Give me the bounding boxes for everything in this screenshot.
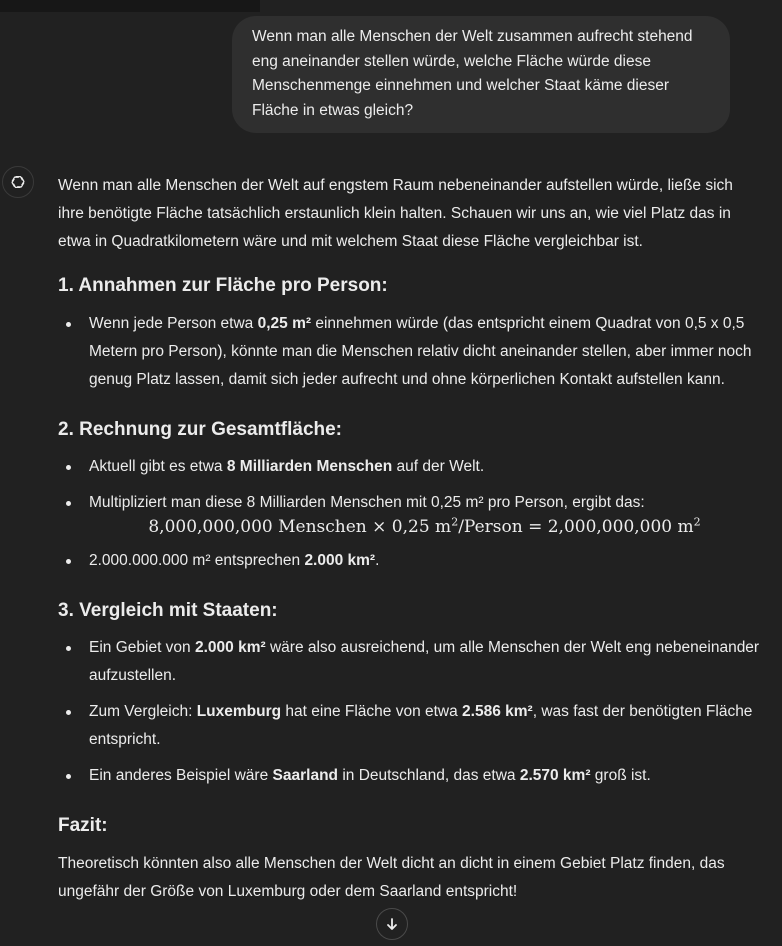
- math-formula: 8,000,000,000 Menschen × 0,25 $m^2$/Person = 2,000,000,000 $m^2$: [148, 515, 701, 537]
- top-bar: [0, 0, 260, 12]
- list-item: Zum Vergleich: Luxemburg hat eine Fläche von etwa 2.586 km², was fast der benötigten Fläche entspricht.: [58, 698, 760, 754]
- assistant-message: [58, 172, 760, 906]
- openai-logo-icon: [8, 172, 28, 192]
- section-1-list: [58, 310, 760, 394]
- section-3-list: [58, 634, 760, 790]
- user-message-bubble: [232, 16, 730, 133]
- list-item: Wenn jede Person etwa 0,25 m² einnehmen würde (das entspricht einem Quadrat von 0,5 x 0,5 Metern pro Person), könnte man die Menschen relativ dicht aneinander stellen, aber immer noch genug Platz lassen, damit sich jeder aufrecht und ohne körperlichen Kontakt aufstellen kann.: [58, 310, 760, 394]
- section-2-list: [58, 453, 760, 575]
- section-heading-1: 1. Annahmen zur Fläche pro Person:: [58, 275, 388, 296]
- section-heading-2: 2. Rechnung zur Gesamtfläche:: [58, 419, 343, 440]
- user-message-text: Wenn man alle Menschen der Welt zusammen aufrecht stehend eng aneinander stellen würde, welche Fläche würde diese Menschenmenge einnehmen und welcher Staat käme dieser Fläche in etwas gleich?: [252, 28, 693, 119]
- section-heading-3: 3. Vergleich mit Staaten:: [58, 600, 278, 621]
- list-item: Ein Gebiet von 2.000 km² wäre also ausreichend, um alle Menschen der Welt eng nebeneinander aufzustellen.: [58, 634, 760, 690]
- list-item: Multipliziert man diese 8 Milliarden Menschen mit 0,25 m² pro Person, ergibt das: 8,000,000,000 Menschen × 0,25 $m^2$/Person = 2,000,000,000 $m^2$: [58, 489, 760, 539]
- intro-paragraph: Wenn man alle Menschen der Welt auf engstem Raum nebeneinander aufstellen würde, ließe sich ihre benötigte Fläche tatsächlich erstaunlich klein halten. Schauen wir uns an, wie viel Platz das in etwa in Quadratkilometern wäre und mit welchem Staat diese Fläche vergleichbar ist.: [58, 177, 733, 250]
- assistant-avatar: [2, 166, 34, 198]
- list-item: Aktuell gibt es etwa 8 Milliarden Menschen auf der Welt.: [58, 453, 760, 481]
- fazit-heading: Fazit:: [58, 815, 108, 836]
- fazit-paragraph: Theoretisch könnten also alle Menschen der Welt dicht an dicht in einem Gebiet Platz finden, das ungefähr der Größe von Luxemburg oder dem Saarland entspricht!: [58, 855, 725, 900]
- list-item: 2.000.000.000 m² entsprechen 2.000 km².: [58, 547, 760, 575]
- list-item: Ein anderes Beispiel wäre Saarland in Deutschland, das etwa 2.570 km² groß ist.: [58, 762, 760, 790]
- arrow-down-icon: [385, 917, 399, 931]
- scroll-down-button[interactable]: [376, 908, 408, 940]
